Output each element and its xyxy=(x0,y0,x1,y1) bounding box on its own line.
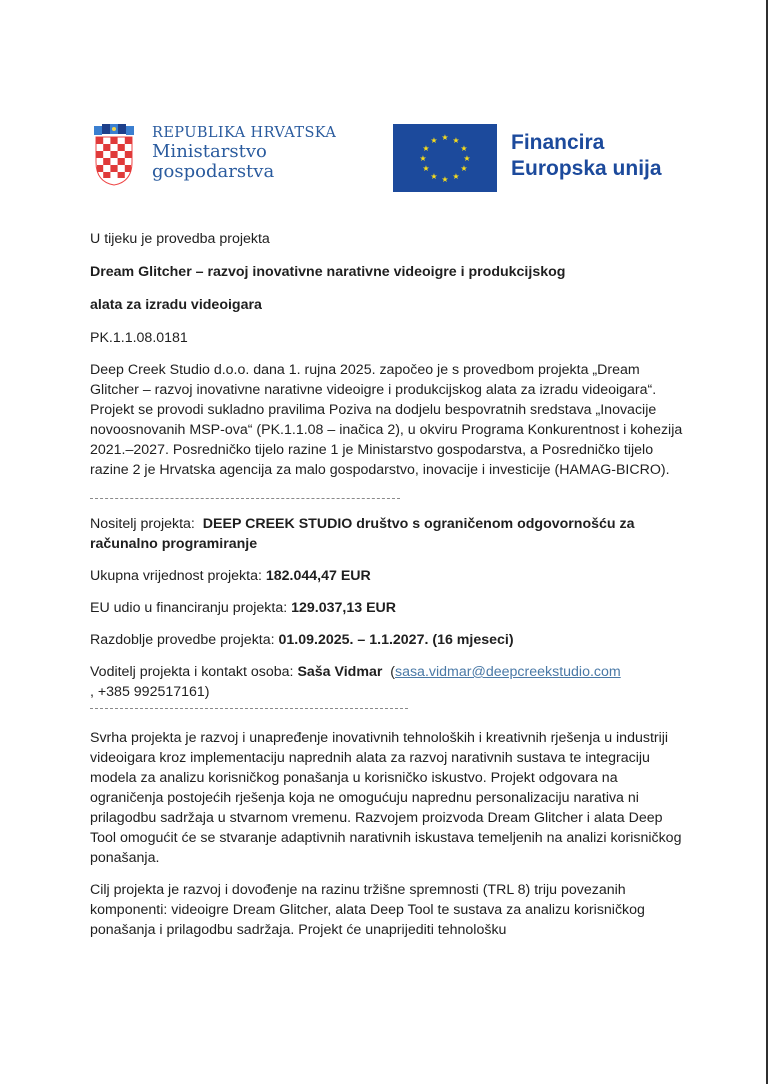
project-purpose: Svrha projekta je razvoj i unapređenje inovativnih tehnoloških i kreativnih rješenja u industriji videoigara kroz implementaciju naprednih alata za razvoj narativnih sustava te integraciju modela za analizu korisničkog ponašanja u korisničko iskustvo. Projekt odgovara na ograničenja postojećih rješenja koja ne omogućuju naprednu personalizaciju narativa ni prilagodbu sadržaja u stvarnom vremenu. Razvojem proizvoda Dream Glitcher i alata Deep Tool omogućit će se stvaranje adaptivnih narativnih iskustava temeljenih na analizi korisničkog ponašanja. xyxy=(90,730,682,866)
project-title-line1: Dream Glitcher – razvoj inovativne narativne videoigre i produkcijskog xyxy=(90,264,566,280)
holder-label: Nositelj projekta: xyxy=(90,516,195,532)
project-contact xyxy=(90,662,690,702)
period-value: 01.09.2025. – 1.1.2027. (16 mjeseci) xyxy=(278,632,514,648)
holder-value: DEEP CREEK STUDIO društvo s ograničenom odgovornošću za računalno programiranje xyxy=(90,516,635,552)
project-goal: Cilj projekta je razvoj i dovođenje na razinu tržišne spremnosti (TRL 8) triju povezanih komponenti: videoigre Dream Glitcher, alata Deep Tool te sustava za analizu korisničkog ponašanja i prilagodbu sadržaja. Projekt će unaprijediti tehnološku xyxy=(90,882,645,938)
project-description: Deep Creek Studio d.o.o. dana 1. rujna 2025. započeo je s provedbom projekta „Dream Glitcher – razvoj inovativne narativne videoigre i produkcijskog alata za izradu videoigara“. Projekt se provodi sukladno pravilima Poziva na dodjelu bespovratnih sredstava „Inovacije novoosnovanih MSP-ova“ (PK.1.1.08 – inačica 2), u okviru Programa Konkurentnost i kohezija 2021.–2027. Posredničko tijelo razine 1 je Ministarstvo gospodarstva, a Posredničko tijelo razine 2 je Hrvatska agencija za malo gospodarstvo, inovacije i investicije (HAMAG-BICRO). xyxy=(90,362,683,478)
contact-phone: , +385 992517161) xyxy=(90,684,210,700)
eu-share-value: 129.037,13 EUR xyxy=(291,600,397,616)
project-eu-share xyxy=(90,598,690,618)
total-value: 182.044,47 EUR xyxy=(265,568,371,584)
svg-text:★: ★ xyxy=(422,144,430,153)
project-total xyxy=(90,566,690,586)
separator xyxy=(90,708,408,710)
svg-text:★: ★ xyxy=(430,172,438,181)
croatian-coat-of-arms-icon xyxy=(92,124,136,186)
contact-label: Voditelj projekta i kontakt osoba: xyxy=(90,664,294,680)
svg-text:★: ★ xyxy=(463,154,471,163)
total-label: Ukupna vrijednost projekta: xyxy=(90,568,262,584)
eu-logo xyxy=(393,124,693,194)
document-body xyxy=(90,229,690,940)
intro-lead: U tijeku je provedba projekta xyxy=(90,231,270,247)
eu-flag-icon xyxy=(393,124,497,192)
government-logo xyxy=(90,122,380,194)
svg-text:★: ★ xyxy=(441,175,449,184)
svg-text:★: ★ xyxy=(452,136,460,145)
project-holder xyxy=(90,514,690,554)
eu-logo-line2: Europska unija xyxy=(511,157,662,180)
contact-open-paren: ( xyxy=(390,664,395,680)
gov-logo-line2: Ministarstvo xyxy=(152,141,267,162)
contact-email-link[interactable]: sasa.vidmar@deepcreekstudio.com xyxy=(394,664,621,680)
eu-logo-line1: Financira xyxy=(511,131,605,154)
period-label: Razdoblje provedbe projekta: xyxy=(90,632,275,648)
gov-logo-line1: REPUBLIKA HRVATSKA xyxy=(152,125,337,141)
gov-logo-line3: gospodarstva xyxy=(152,161,275,182)
eu-share-label: EU udio u financiranju projekta: xyxy=(90,600,288,616)
logo-header xyxy=(90,122,690,194)
svg-text:★: ★ xyxy=(419,154,427,163)
contact-name: Saša Vidmar xyxy=(297,664,383,680)
svg-text:★: ★ xyxy=(430,136,438,145)
svg-text:★: ★ xyxy=(460,164,468,173)
project-code: PK.1.1.08.0181 xyxy=(90,330,188,346)
svg-text:★: ★ xyxy=(452,172,460,181)
svg-text:★: ★ xyxy=(441,133,449,142)
separator xyxy=(90,498,400,500)
project-period xyxy=(90,630,690,650)
project-title-line2: alata za izradu videoigara xyxy=(90,297,262,313)
svg-text:★: ★ xyxy=(422,164,430,173)
svg-text:★: ★ xyxy=(460,144,468,153)
